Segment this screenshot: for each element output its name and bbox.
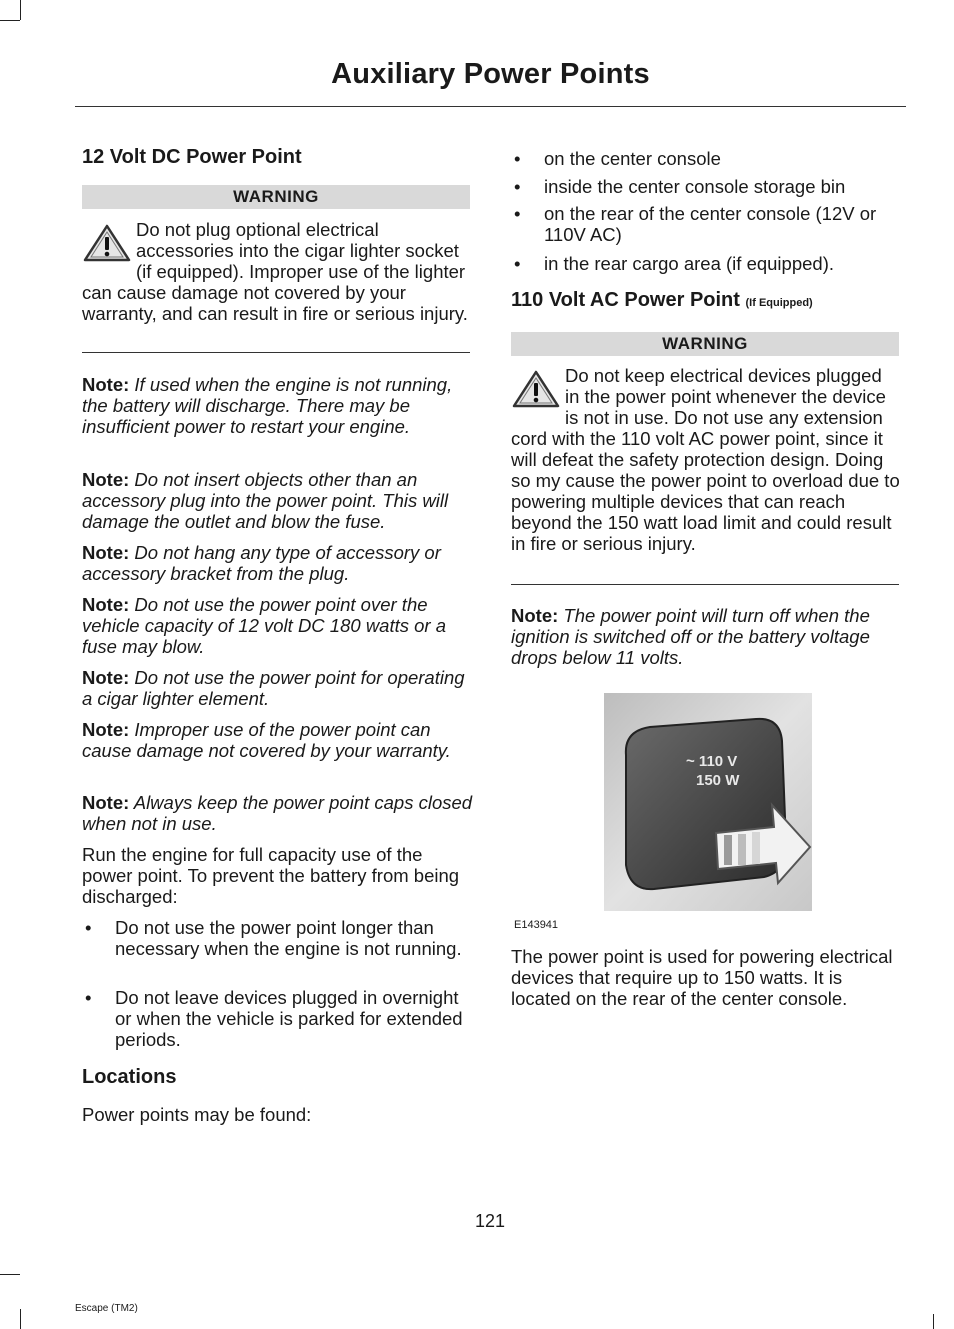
list-item: [514, 203, 902, 245]
note-text: Improper use of the power point can cause damage not covered by your warranty.: [82, 719, 451, 761]
note-label: Note:: [82, 719, 130, 740]
run-engine-paragraph: Run the engine for full capacity use of the power point. To prevent the battery from being discharged:: [82, 844, 460, 907]
note-label: Note:: [82, 594, 130, 615]
note-label: Note:: [82, 542, 130, 563]
heading-suffix: (If Equipped): [745, 297, 813, 309]
section-heading-locations: Locations: [82, 1066, 177, 1088]
list-item: [514, 148, 902, 169]
warning-triangle-icon: [511, 369, 561, 409]
bullet-dot: •: [514, 203, 521, 224]
warning-text: Do not plug optional electrical accessories into the cigar lighter socket (if equipped). Improper use of the lighter can cause damage not covered by your warranty, and can result in fire or serious injury.: [82, 219, 468, 324]
note-label: Note:: [511, 605, 559, 626]
note: [82, 469, 474, 532]
warning-divider: [511, 584, 899, 585]
crop-mark: [933, 1314, 934, 1329]
list-item-text: Do not use the power point longer than necessary when the engine is not running.: [115, 917, 462, 959]
crop-mark: [20, 0, 21, 20]
note-label: Note:: [82, 374, 130, 395]
note: [82, 792, 474, 834]
note-label: Note:: [82, 792, 130, 813]
warning-triangle-icon: [82, 223, 132, 263]
warning-box: [511, 365, 901, 554]
list-item-text: on the center console: [544, 148, 721, 169]
note-text: Do not use the power point for operating a cigar lighter element.: [82, 667, 465, 709]
figure-id: E143941: [514, 919, 559, 931]
crop-mark: [20, 1309, 21, 1329]
bullet-dot: •: [85, 987, 92, 1008]
note-label: Note:: [82, 667, 130, 688]
bullet-dot: •: [514, 148, 521, 169]
note-label: Note:: [82, 469, 130, 490]
section-heading-110v: [511, 289, 813, 312]
list-item: [514, 253, 902, 274]
section-heading-12v: 12 Volt DC Power Point: [82, 146, 302, 168]
note-text: Always keep the power point caps closed when not in use.: [82, 792, 473, 834]
list-item-text: inside the center console storage bin: [544, 176, 846, 197]
warning-box: [82, 219, 470, 324]
page-number: 121: [474, 1211, 506, 1231]
list-item: [85, 987, 473, 1050]
note: [82, 374, 474, 437]
note-text: If used when the engine is not running, the battery will discharge. There may be insufficient power to restart your engine.: [82, 374, 453, 437]
list-item: [85, 917, 473, 959]
warning-bar: WARNING: [82, 185, 470, 209]
note: [82, 667, 474, 709]
warning-text: Do not keep electrical devices plugged in the power point whenever the device is not in use. Do not use any extension cord with the 110 volt AC power point, since it will defeat the safety protection design. Doing so my cause the power point to overload due to powering multiple devices that can reach beyond the 150 watt load limit and could result in fire or serious injury.: [511, 365, 900, 554]
description-paragraph: The power point is used for powering electrical devices that require up to 150 watts. It is located on the rear of the center console.: [511, 946, 893, 1009]
list-item-text: Do not leave devices plugged in overnight or when the vehicle is parked for extended periods.: [115, 987, 463, 1050]
locations-paragraph: Power points may be found:: [82, 1104, 312, 1125]
bullet-dot: •: [514, 253, 521, 274]
note-text: The power point will turn off when the ignition is switched off or the battery voltage drops below 11 volts.: [511, 605, 870, 668]
bullet-dot: •: [514, 176, 521, 197]
crop-mark: [0, 20, 20, 21]
note: [82, 542, 474, 584]
figure-label-voltage: ~ 110 V: [686, 753, 738, 770]
list-item-text: on the rear of the center console (12V or 110V AC): [544, 203, 877, 245]
page-title: Auxiliary Power Points: [331, 58, 650, 90]
warning-divider: [82, 352, 470, 353]
power-point-illustration: [604, 693, 812, 911]
note-text: Do not use the power point over the vehicle capacity of 12 volt DC 180 watts or a fuse may blow.: [82, 594, 447, 657]
footer-model: Escape (TM2): [75, 1303, 138, 1314]
note: [511, 605, 903, 668]
title-divider: [75, 106, 906, 107]
figure-label-wattage: 150 W: [696, 772, 740, 789]
heading-text: 110 Volt AC Power Point: [511, 289, 740, 311]
bullet-dot: •: [85, 917, 92, 938]
note-text: Do not hang any type of accessory or accessory bracket from the plug.: [82, 542, 441, 584]
note-text: Do not insert objects other than an accessory plug into the power point. This will damage the outlet and blow the fuse.: [82, 469, 449, 532]
list-item: [514, 176, 902, 197]
list-item-text: in the rear cargo area (if equipped).: [544, 253, 835, 274]
warning-bar: WARNING: [511, 332, 899, 356]
note: [82, 594, 474, 657]
note: [82, 719, 474, 761]
crop-mark: [0, 1274, 20, 1275]
